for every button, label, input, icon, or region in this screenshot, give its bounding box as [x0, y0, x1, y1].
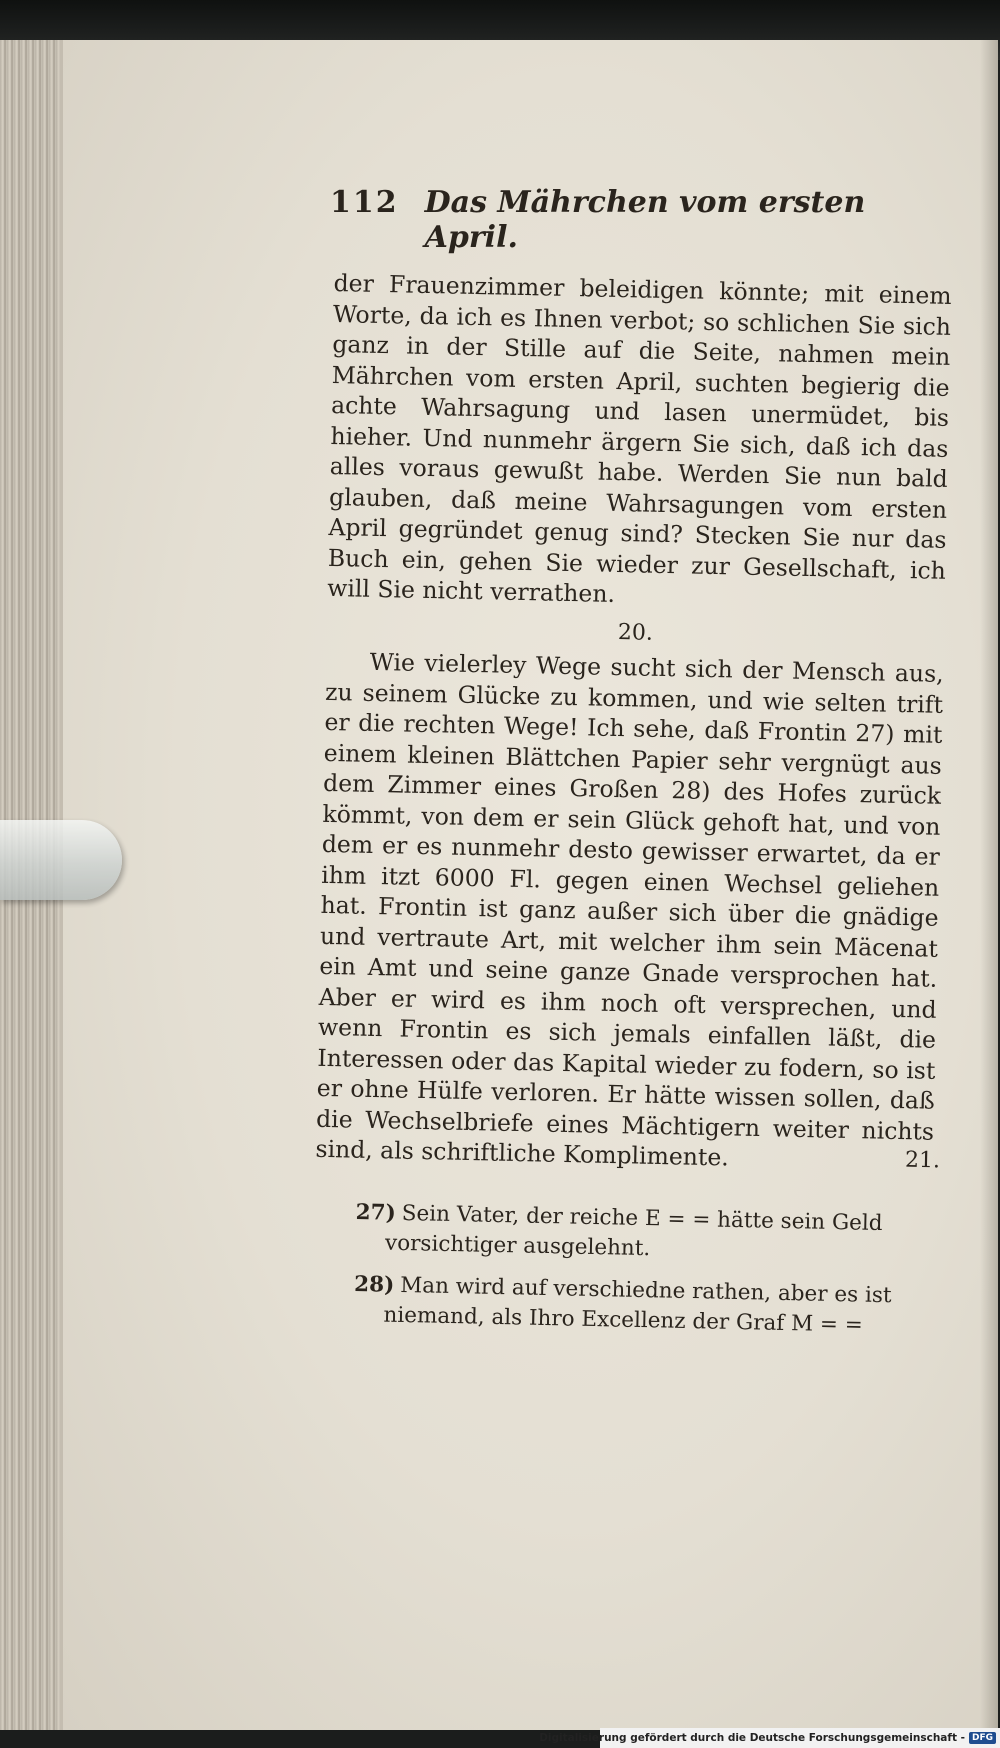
footnote-text: Man wird auf verschiedne rathen, aber es ist niemand, als Ihro Excellenz der Graf M = = [383, 1272, 892, 1338]
page-edge-shadow [980, 40, 998, 1730]
footnote [355, 1198, 956, 1271]
paragraph: der Frauenzimmer beleidigen könnte; mit einem Worte, da ich es Ihnen verbot; so schlichen Sie sich ganz in der Stille auf die Seite, nahmen mein Mährchen vom ersten April, suchten begierig die achte Wahrsagung und lasen unermüdet, bis hieher. Und nunmehr ärgern Sie sich, daß ich das alles voraus gewußt habe. Werden Sie nun bald glauben, daß meine Wahrsagungen vom ersten April gegründet genug sind? Stecken Sie nur das Buch ein, gehen Sie wieder zur Gesellschaft, ich will Sie nicht verrathen. [327, 268, 952, 608]
footnote-marker: 27) [355, 1199, 397, 1226]
paragraph: Wie vielerley Wege sucht sich der Mensch aus, zu seinem Glücke zu kommen, und wie selten trift er die rechten Wege! Ich sehe, daß Frontin 27) mit einem kleinen Blättchen Papier sehr vergnügt aus dem Zimmer eines Großen 28) des Hofes zurück kömmt, von dem er sein Glück gehoft hat, und von dem er es nunmehr desto gewisser erwartet, da er ihm itzt 6000 Fl. gegen einen Wechsel geliehen hat. Frontin ist ganz außer sich über die gnädige und vertraute Art, mit welcher ihm sein Mäcenat ein Amt und seine ganze Gnade versprochen hat. Aber er wird es ihm noch oft versprechen, und wenn Frontin es sich jemals einfallen läßt, die Interessen oder das Kapital wieder zu fodern, so ist er ohne Hülfe verloren. Er hätte wissen sollen, daß die Wechselbriefe eines Mächtigern weiter nichts sind, als schriftliche Komplimente. [315, 647, 944, 1172]
dfg-logo-icon: DFG [969, 1732, 996, 1744]
catchword: 21. [904, 1147, 941, 1174]
digitization-credit-bar [539, 1728, 1000, 1748]
footnote-marker: 28) [353, 1271, 395, 1298]
body-text [315, 268, 952, 1177]
page-clip [0, 820, 122, 900]
footnote [353, 1270, 954, 1343]
running-title: Das Mährchen vom ersten April. [424, 185, 866, 255]
digitization-credit: Digitalisierung gefördert durch die Deutsche Forschungsgemeinschaft - [539, 1732, 965, 1744]
page-header [330, 185, 890, 255]
footnotes [353, 1198, 956, 1355]
footnote-text: Sein Vater, der reiche E = = hätte sein Geld vorsichtiger ausgelehnt. [384, 1200, 883, 1262]
section-number: 20. [617, 619, 654, 646]
page-number: 112 [330, 185, 399, 220]
